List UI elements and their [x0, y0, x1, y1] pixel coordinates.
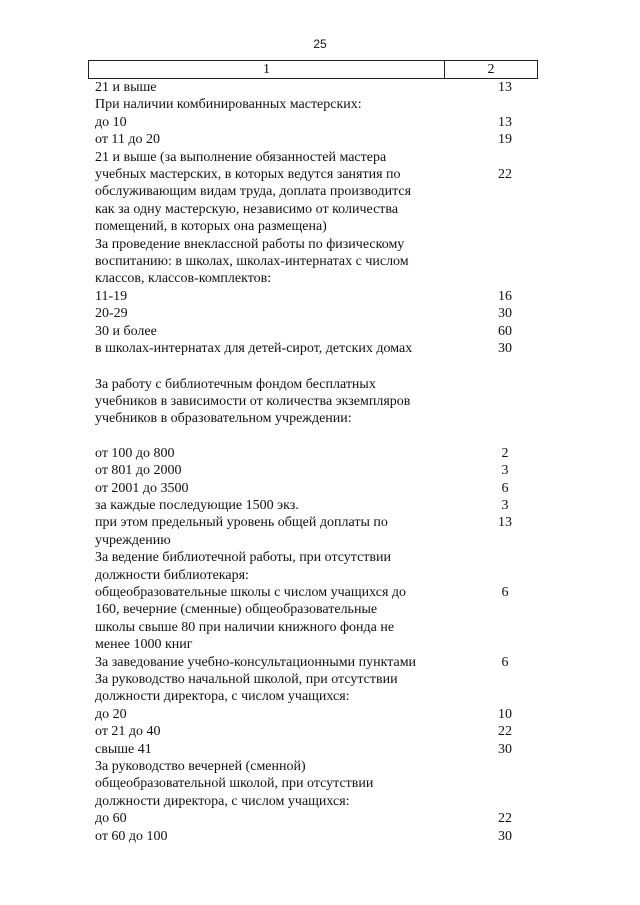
spacer: [95, 358, 535, 376]
row-text: обслуживающим видам труда, доплата производится: [95, 184, 412, 200]
row-text: от 100 до 800: [95, 445, 175, 461]
row-value: 13: [498, 515, 512, 531]
table-row: [95, 410, 535, 427]
row-text: до 60: [95, 811, 127, 827]
page-number: 25: [313, 37, 327, 51]
row-text: должности библиотекаря:: [95, 567, 249, 583]
row-value: 19: [498, 132, 512, 148]
row-text: должности директора, с числом учащихся:: [95, 689, 350, 705]
table-row: [95, 601, 535, 618]
table-row: [95, 619, 535, 636]
table-row: [95, 218, 535, 235]
row-text: 20-29: [95, 306, 128, 322]
row-value: 22: [498, 811, 512, 827]
row-text: 160, вечерние (сменные) общеобразовательные: [95, 602, 378, 618]
row-text: в школах-интернатах для детей-сирот, детских домах: [95, 341, 413, 357]
row-value: 30: [498, 306, 512, 322]
row-text: должности директора, с числом учащихся:: [95, 793, 350, 809]
table-row: [95, 828, 535, 845]
table-row: [95, 253, 535, 270]
row-text: За работу с библиотечным фондом бесплатных: [95, 376, 376, 392]
table-header: [88, 60, 538, 79]
table-row: [95, 810, 535, 827]
row-value: 16: [498, 288, 512, 304]
row-text: от 11 до 20: [95, 132, 161, 148]
table-row: [95, 149, 535, 166]
row-value: 60: [498, 323, 512, 339]
table-row: [95, 480, 535, 497]
row-value: 22: [498, 167, 512, 183]
row-text: от 60 до 100: [95, 828, 168, 844]
table-row: [95, 671, 535, 688]
row-text: свыше 41: [95, 741, 152, 757]
row-text: 21 и выше (за выполнение обязанностей мастера: [95, 149, 387, 165]
row-text: За руководство начальной школой, при отсутствии: [95, 672, 398, 687]
table-row: [95, 445, 535, 462]
table-row: [95, 706, 535, 723]
row-text: при этом предельный уровень общей доплаты по: [95, 515, 388, 531]
table-row: [95, 79, 535, 96]
row-text: 11-19: [95, 288, 128, 304]
table-row: [95, 688, 535, 705]
table-row: [95, 393, 535, 410]
row-text: При наличии комбинированных мастерских:: [95, 97, 362, 113]
table-row: [95, 166, 535, 183]
row-text: школы свыше 80 при наличии книжного фонда не: [95, 619, 395, 635]
column-header-1: 1: [89, 61, 445, 78]
column-header-2: 2: [487, 62, 495, 77]
table-row: [95, 462, 535, 479]
row-value: 2: [501, 445, 509, 461]
table-row: [95, 305, 535, 322]
table-row: [95, 183, 535, 200]
row-text: менее 1000 книг: [95, 637, 193, 653]
spacer: [95, 428, 535, 445]
row-value: 6: [501, 584, 509, 600]
row-value: 3: [501, 463, 509, 479]
table-row: [95, 654, 535, 671]
row-text: учебников в образовательном учреждении:: [95, 411, 352, 427]
table-row: [95, 288, 535, 305]
table-row: [95, 636, 535, 653]
row-value: 13: [498, 80, 512, 95]
row-text: 30 и более: [95, 323, 157, 339]
row-text: от 801 до 2000: [95, 463, 182, 479]
row-value: 6: [501, 654, 509, 670]
table-row: [95, 323, 535, 340]
table-row: [95, 114, 535, 131]
table-row: [95, 741, 535, 758]
table-row: [95, 201, 535, 218]
row-text: от 2001 до 3500: [95, 480, 189, 496]
row-text: учебников в зависимости от количества экземпляров: [95, 393, 411, 409]
row-value: 3: [501, 497, 509, 513]
row-text: классов, классов-комплектов:: [95, 271, 272, 287]
table-body: [95, 79, 535, 845]
table-row: [95, 340, 535, 357]
table-row: [95, 775, 535, 792]
row-value: 6: [501, 480, 509, 496]
row-text: воспитанию: в школах, школах-интернатах с числом: [95, 254, 409, 270]
row-text: как за одну мастерскую, независимо от количества: [95, 201, 399, 217]
table-row: [95, 723, 535, 740]
row-text: за каждые последующие 1500 экз.: [95, 497, 299, 513]
table-row: [95, 758, 535, 775]
row-text: до 10: [95, 114, 127, 130]
table-row: [95, 497, 535, 514]
table-row: [95, 96, 535, 113]
row-text: помещений, в которых она размещена): [95, 219, 327, 235]
row-value: 30: [498, 741, 512, 757]
table-row: [95, 270, 535, 287]
row-value: 22: [498, 724, 512, 740]
row-text: общеобразовательной школой, при отсутствии: [95, 776, 374, 792]
row-text: учебных мастерских, в которых ведутся занятия по: [95, 167, 401, 183]
row-text: За ведение библиотечной работы, при отсутствии: [95, 550, 392, 566]
row-text: учреждению: [95, 532, 171, 548]
row-text: За руководство вечерней (сменной): [95, 759, 306, 775]
table-row: [95, 514, 535, 531]
row-text: до 20: [95, 706, 127, 722]
table-row: [95, 532, 535, 549]
table-row: [95, 236, 535, 253]
table-row: [95, 793, 535, 810]
table-row: [95, 567, 535, 584]
table-row: [95, 584, 535, 601]
row-value: 30: [498, 828, 512, 844]
table-row: [95, 131, 535, 148]
table-row: [95, 549, 535, 566]
row-text: За заведование учебно-консультационными пунктами: [95, 654, 417, 670]
row-text: За проведение внеклассной работы по физическому: [95, 236, 405, 252]
row-text: общеобразовательные школы с числом учащихся до: [95, 584, 407, 600]
row-value: 10: [498, 706, 512, 722]
row-text: 21 и выше: [95, 80, 157, 95]
table-row: [95, 376, 535, 393]
row-value: 30: [498, 341, 512, 357]
row-text: от 21 до 40: [95, 724, 161, 740]
row-value: 13: [498, 114, 512, 130]
